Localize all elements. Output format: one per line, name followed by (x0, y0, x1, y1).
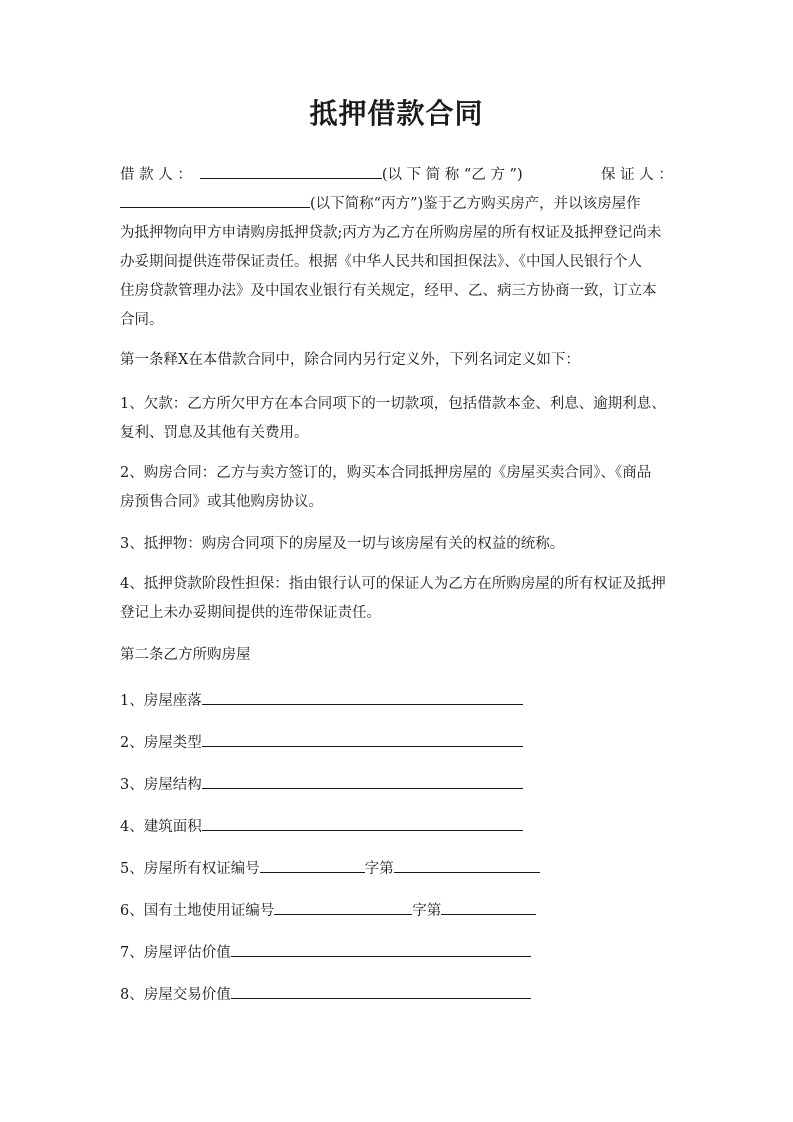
article2-heading: 第二条乙方所购房屋 (120, 647, 251, 663)
field-blank (231, 981, 531, 999)
field-blank (202, 729, 523, 747)
item-line: 4、抵押贷款阶段性担保：指由银行认可的保证人为乙方在所购房屋的所有权证及抵押 (120, 576, 666, 592)
field-floor-area (120, 813, 523, 837)
article1-item-2 (120, 459, 676, 517)
guarantor-label: 保 证 人 ： (601, 167, 673, 183)
field-label: 7、房屋评估价值 (120, 945, 231, 961)
borrower-blank (200, 161, 382, 179)
guarantor-suffix: (以下简称“丙方”)鉴于乙方购买房产，并以该房屋作 (310, 196, 641, 212)
field-label: 6、国有土地使用证编号 (120, 903, 275, 919)
guarantor-blank (120, 190, 310, 208)
item-line: 复利、罚息及其他有关费用。 (120, 425, 309, 441)
field-label: 3、房屋结构 (120, 777, 202, 793)
field-transaction-value (120, 981, 531, 1005)
borrower-label: 借 款 人 ： (120, 167, 192, 183)
borrower-suffix: (以 下 简 称 “乙 方 ”) (381, 167, 523, 183)
field-mid-label: 字第 (364, 861, 394, 877)
intro-line-3: 为抵押物向甲方申请购房抵押贷款;丙方为乙方在所购房屋的所有权证及抵押登记尚未 (120, 225, 662, 241)
field-house-structure (120, 771, 523, 795)
article1-item-1 (120, 390, 676, 448)
field-blank (202, 687, 523, 705)
intro-line-5: 住房贷款管理办法》及中国农业银行有关规定，经甲、乙、病三方协商一致，订立本 (120, 283, 657, 299)
field-label: 1、房屋座落 (120, 693, 202, 709)
intro-paragraph (120, 161, 676, 335)
field-blank (394, 855, 540, 873)
item-line: 3、抵押物：购房合同项下的房屋及一切与该房屋有关的权益的统称。 (120, 536, 565, 552)
intro-line-6: 合同。 (120, 312, 164, 328)
item-line: 登记上未办妥期间提供的连带保证责任。 (120, 605, 381, 621)
field-label: 4、建筑面积 (120, 819, 202, 835)
field-mid-label: 字第 (412, 903, 442, 919)
field-blank (202, 813, 523, 831)
item-line: 房预售合同》或其他购房协议。 (120, 494, 323, 510)
item-line: 2、购房合同：乙方与卖方签订的，购买本合同抵押房屋的《房屋买卖合同》、《商品 (120, 465, 652, 481)
field-ownership-cert-no (120, 855, 540, 879)
field-land-use-cert-no (120, 897, 536, 921)
field-label: 2、房屋类型 (120, 735, 202, 751)
field-house-type (120, 729, 523, 753)
field-label: 5、房屋所有权证编号 (120, 861, 260, 877)
intro-line-2 (120, 190, 676, 219)
field-blank (202, 771, 523, 789)
field-blank (441, 897, 536, 915)
field-appraised-value (120, 939, 531, 963)
field-label: 8、房屋交易价值 (120, 987, 231, 1003)
item-line: 1、欠款：乙方所欠甲方在本合同项下的一切款项，包括借款本金、利息、逾期利息、 (120, 396, 666, 412)
article1-heading: 第一条释Ⅹ在本借款合同中，除合同内另行定义外，下列名词定义如下： (120, 352, 580, 368)
article1-item-4 (120, 570, 676, 628)
field-blank (231, 939, 531, 957)
intro-line-1 (120, 161, 676, 190)
document-title: 抵押借款合同 (309, 97, 484, 130)
field-house-location (120, 687, 523, 711)
article1-item-3 (120, 530, 676, 559)
intro-line-4: 办妥期间提供连带保证责任。根据《中华人民共和国担保法》、《中国人民银行个人 (120, 254, 642, 270)
field-blank (260, 855, 365, 873)
field-blank (274, 897, 412, 915)
